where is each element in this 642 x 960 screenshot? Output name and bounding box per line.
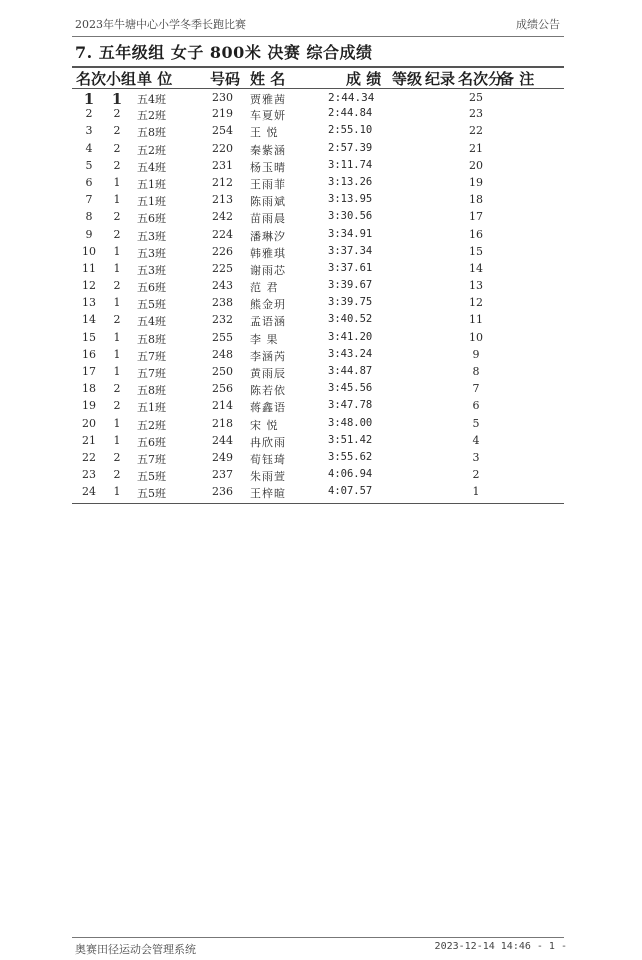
group-cell: 2 — [113, 158, 121, 172]
group-cell: 2 — [113, 399, 121, 413]
points-cell: 6 — [472, 399, 480, 413]
bib-cell: 224 — [212, 227, 233, 241]
bib-cell: 230 — [212, 91, 233, 104]
name-cell: 蒋鑫语 — [250, 401, 286, 415]
unit-cell: 五7班 — [137, 452, 166, 466]
rank-cell: 20 — [82, 416, 96, 430]
event-title: 7. 五年级组 女子 800米 决赛 综合成绩 — [75, 43, 373, 62]
bib-cell: 248 — [212, 347, 233, 361]
bib-cell: 238 — [212, 296, 233, 310]
name-cell: 王梓暄 — [250, 487, 286, 501]
result-cell: 3:51.42 — [328, 433, 373, 446]
name-cell: 陈若依 — [250, 384, 286, 398]
rank-cell: 5 — [85, 158, 93, 172]
result-cell: 3:13.26 — [328, 175, 373, 188]
system-name: 奥赛田径运动会管理系统 — [75, 943, 196, 956]
points-cell: 23 — [469, 107, 483, 121]
table-row — [0, 140, 642, 157]
unit-cell: 五3班 — [137, 229, 166, 243]
table-row — [0, 174, 642, 191]
rank-cell: 9 — [85, 227, 93, 241]
rank-cell: 8 — [85, 210, 93, 224]
group-cell: 2 — [113, 468, 121, 482]
unit-cell: 五7班 — [137, 367, 166, 380]
table-row — [0, 432, 642, 449]
points-cell: 25 — [469, 91, 483, 104]
group-cell: 1 — [113, 433, 121, 447]
bib-cell: 225 — [212, 261, 233, 275]
unit-cell: 五2班 — [137, 418, 166, 432]
result-cell: 2:57.39 — [328, 141, 373, 154]
name-cell: 李 果 — [250, 332, 279, 346]
table-row — [0, 449, 642, 466]
table-row — [0, 466, 642, 483]
points-cell: 14 — [469, 261, 483, 275]
group-cell: 2 — [113, 107, 121, 121]
footer-divider — [72, 937, 564, 938]
group-cell: 1 — [113, 261, 121, 275]
rank-cell: 4 — [85, 141, 93, 155]
unit-cell: 五6班 — [137, 212, 166, 226]
group-cell: 1 — [113, 347, 121, 361]
name-cell: 黄雨辰 — [250, 367, 286, 380]
bib-cell: 242 — [212, 210, 233, 224]
table-row — [0, 88, 642, 108]
table-row — [0, 483, 642, 500]
bib-cell: 256 — [212, 382, 233, 396]
table-row — [0, 294, 642, 311]
col-rank: 名次 — [76, 70, 107, 88]
points-cell: 7 — [472, 382, 480, 396]
col-record: 纪录 — [425, 70, 456, 88]
rank-cell: 13 — [82, 296, 96, 310]
name-cell: 秦紫涵 — [250, 143, 286, 157]
bib-cell: 236 — [212, 485, 233, 499]
unit-cell: 五8班 — [137, 384, 166, 398]
result-cell: 4:07.57 — [328, 485, 373, 498]
col-name: 姓 名 — [250, 70, 286, 88]
bib-cell: 244 — [212, 433, 233, 447]
unit-cell: 五2班 — [137, 109, 166, 123]
header-divider — [72, 36, 564, 37]
table-row — [0, 191, 642, 208]
rank-cell: 24 — [82, 485, 96, 499]
unit-cell: 五4班 — [137, 93, 166, 106]
bib-cell: 231 — [212, 158, 233, 172]
unit-cell: 五1班 — [137, 195, 166, 209]
result-cell: 3:40.52 — [328, 313, 373, 326]
table-row — [0, 415, 642, 432]
table-row — [0, 122, 642, 139]
bib-cell: 212 — [212, 175, 233, 189]
points-cell: 10 — [469, 330, 483, 344]
group-cell: 1 — [113, 175, 121, 189]
name-cell: 荀钰琦 — [250, 452, 286, 466]
name-cell: 贾雅茜 — [250, 93, 286, 106]
result-cell: 2:55.10 — [328, 124, 373, 137]
group-cell: 1 — [113, 485, 121, 499]
group-cell: 2 — [113, 382, 121, 396]
rank-cell: 6 — [85, 175, 93, 189]
group-cell: 2 — [113, 313, 121, 327]
result-cell: 3:30.56 — [328, 210, 373, 223]
col-bib: 号码 — [210, 70, 241, 88]
group-cell: 2 — [113, 124, 121, 138]
table-row — [0, 380, 642, 397]
group-cell: 1 — [113, 330, 121, 344]
points-cell: 13 — [469, 279, 483, 293]
bib-cell: 213 — [212, 193, 233, 207]
points-cell: 12 — [469, 296, 483, 310]
bib-cell: 226 — [212, 244, 233, 258]
rank-cell: 16 — [82, 347, 96, 361]
col-points: 名次分 — [458, 70, 504, 88]
result-cell: 3:43.24 — [328, 347, 373, 360]
unit-cell: 五8班 — [137, 126, 166, 140]
name-cell: 冉欣雨 — [250, 435, 286, 449]
table-row — [0, 397, 642, 414]
bib-cell: 243 — [212, 279, 233, 293]
unit-cell: 五8班 — [137, 332, 166, 346]
name-cell: 范 君 — [250, 281, 279, 295]
table-row — [0, 346, 642, 363]
rank-cell: 7 — [85, 193, 93, 207]
result-cell: 2:44.84 — [328, 107, 373, 120]
rank-cell: 22 — [82, 450, 96, 464]
name-cell: 谢雨芯 — [250, 263, 286, 277]
rank-cell: 15 — [82, 330, 96, 344]
result-cell: 3:55.62 — [328, 450, 373, 463]
points-cell: 21 — [469, 141, 483, 155]
rank-cell: 10 — [82, 244, 96, 258]
points-cell: 18 — [469, 193, 483, 207]
group-cell: 2 — [113, 450, 121, 464]
name-cell: 朱雨萱 — [250, 470, 286, 484]
col-result: 成 绩 — [346, 70, 382, 88]
rank-cell: 18 — [82, 382, 96, 396]
print-timestamp: 2023-12-14 14:46 - 1 - — [434, 941, 567, 952]
name-cell: 潘琳汐 — [250, 229, 286, 243]
result-cell: 3:11.74 — [328, 158, 373, 171]
table-row — [0, 243, 642, 260]
col-group: 小组 — [106, 70, 137, 88]
col-grade: 等级 — [392, 70, 423, 88]
group-cell: 2 — [113, 227, 121, 241]
points-cell: 4 — [472, 433, 480, 447]
rank-cell: 3 — [85, 124, 93, 138]
points-cell: 1 — [472, 485, 480, 499]
name-cell: 陈雨斌 — [250, 195, 286, 209]
name-cell: 苗雨晨 — [250, 212, 286, 226]
name-cell: 车夏妍 — [250, 109, 286, 123]
result-cell: 3:34.91 — [328, 227, 373, 240]
col-remarks: 备 注 — [499, 70, 535, 88]
name-cell: 李涵芮 — [250, 349, 286, 363]
unit-cell: 五5班 — [137, 298, 166, 312]
result-cell: 3:39.67 — [328, 279, 373, 292]
unit-cell: 五1班 — [137, 401, 166, 415]
result-cell: 3:13.95 — [328, 193, 373, 206]
result-cell: 3:48.00 — [328, 416, 373, 429]
group-cell: 1 — [113, 193, 121, 207]
unit-cell: 五5班 — [137, 487, 166, 501]
result-cell: 3:45.56 — [328, 382, 373, 395]
table-bottom-divider — [72, 503, 564, 504]
bib-cell: 250 — [212, 365, 233, 378]
name-cell: 熊金玥 — [250, 298, 286, 312]
result-cell: 4:06.94 — [328, 468, 373, 481]
group-cell: 1 — [113, 365, 121, 378]
results-table-body — [0, 88, 642, 501]
points-cell: 19 — [469, 175, 483, 189]
table-row — [0, 329, 642, 346]
bib-cell: 254 — [212, 124, 233, 138]
rank-cell: 17 — [82, 365, 96, 378]
points-cell: 20 — [469, 158, 483, 172]
unit-cell: 五7班 — [137, 349, 166, 363]
points-cell: 9 — [472, 347, 480, 361]
bib-cell: 214 — [212, 399, 233, 413]
result-cell: 3:44.87 — [328, 365, 373, 377]
unit-cell: 五6班 — [137, 281, 166, 295]
bib-cell: 249 — [212, 450, 233, 464]
points-cell: 11 — [469, 313, 483, 327]
document-type: 成绩公告 — [516, 18, 560, 31]
bib-cell: 220 — [212, 141, 233, 155]
result-cell: 3:37.34 — [328, 244, 373, 257]
points-cell: 22 — [469, 124, 483, 138]
col-unit: 单 位 — [137, 70, 173, 88]
group-cell: 1 — [113, 296, 121, 310]
unit-cell: 五3班 — [137, 246, 166, 260]
bib-cell: 218 — [212, 416, 233, 430]
table-row — [0, 226, 642, 243]
name-cell: 王 悦 — [250, 126, 279, 140]
result-cell: 3:47.78 — [328, 399, 373, 412]
name-cell: 韩雅琪 — [250, 246, 286, 260]
name-cell: 杨玉晴 — [250, 160, 286, 174]
table-row — [0, 260, 642, 277]
rank-cell: 11 — [82, 261, 96, 275]
bib-cell: 255 — [212, 330, 233, 344]
points-cell: 16 — [469, 227, 483, 241]
unit-cell: 五2班 — [137, 143, 166, 157]
rank-cell: 14 — [82, 313, 96, 327]
unit-cell: 五4班 — [137, 315, 166, 329]
unit-cell: 五1班 — [137, 177, 166, 191]
group-cell: 2 — [113, 141, 121, 155]
table-row — [0, 105, 642, 122]
table-row — [0, 157, 642, 174]
group-cell: 2 — [113, 210, 121, 224]
points-cell: 17 — [469, 210, 483, 224]
group-cell: 1 — [113, 416, 121, 430]
result-cell: 3:39.75 — [328, 296, 373, 309]
bib-cell: 219 — [212, 107, 233, 121]
points-cell: 2 — [472, 468, 480, 482]
table-row — [0, 363, 642, 380]
group-cell: 2 — [113, 279, 121, 293]
points-cell: 5 — [472, 416, 480, 430]
name-cell: 宋 悦 — [250, 418, 279, 432]
unit-cell: 五3班 — [137, 263, 166, 277]
unit-cell: 五4班 — [137, 160, 166, 174]
unit-cell: 五5班 — [137, 470, 166, 484]
rank-cell: 2 — [85, 107, 93, 121]
bib-cell: 237 — [212, 468, 233, 482]
unit-cell: 五6班 — [137, 435, 166, 449]
rank-cell: 21 — [82, 433, 96, 447]
group-cell: 1 — [113, 244, 121, 258]
rank-cell: 23 — [82, 468, 96, 482]
rank-cell: 1 — [83, 90, 95, 108]
result-cell: 3:41.20 — [328, 330, 373, 343]
points-cell: 15 — [469, 244, 483, 258]
bib-cell: 232 — [212, 313, 233, 327]
name-cell: 孟语涵 — [250, 315, 286, 329]
competition-name: 2023年牛塘中心小学冬季长跑比赛 — [75, 18, 246, 31]
group-cell: 1 — [111, 90, 123, 108]
table-row — [0, 311, 642, 328]
rank-cell: 12 — [82, 279, 96, 293]
table-row — [0, 208, 642, 225]
name-cell: 王雨菲 — [250, 177, 286, 191]
rank-cell: 19 — [82, 399, 96, 413]
result-cell: 3:37.61 — [328, 261, 373, 274]
result-cell: 2:44.34 — [328, 91, 375, 104]
points-cell: 8 — [472, 365, 480, 378]
points-cell: 3 — [472, 450, 480, 464]
table-row — [0, 277, 642, 294]
